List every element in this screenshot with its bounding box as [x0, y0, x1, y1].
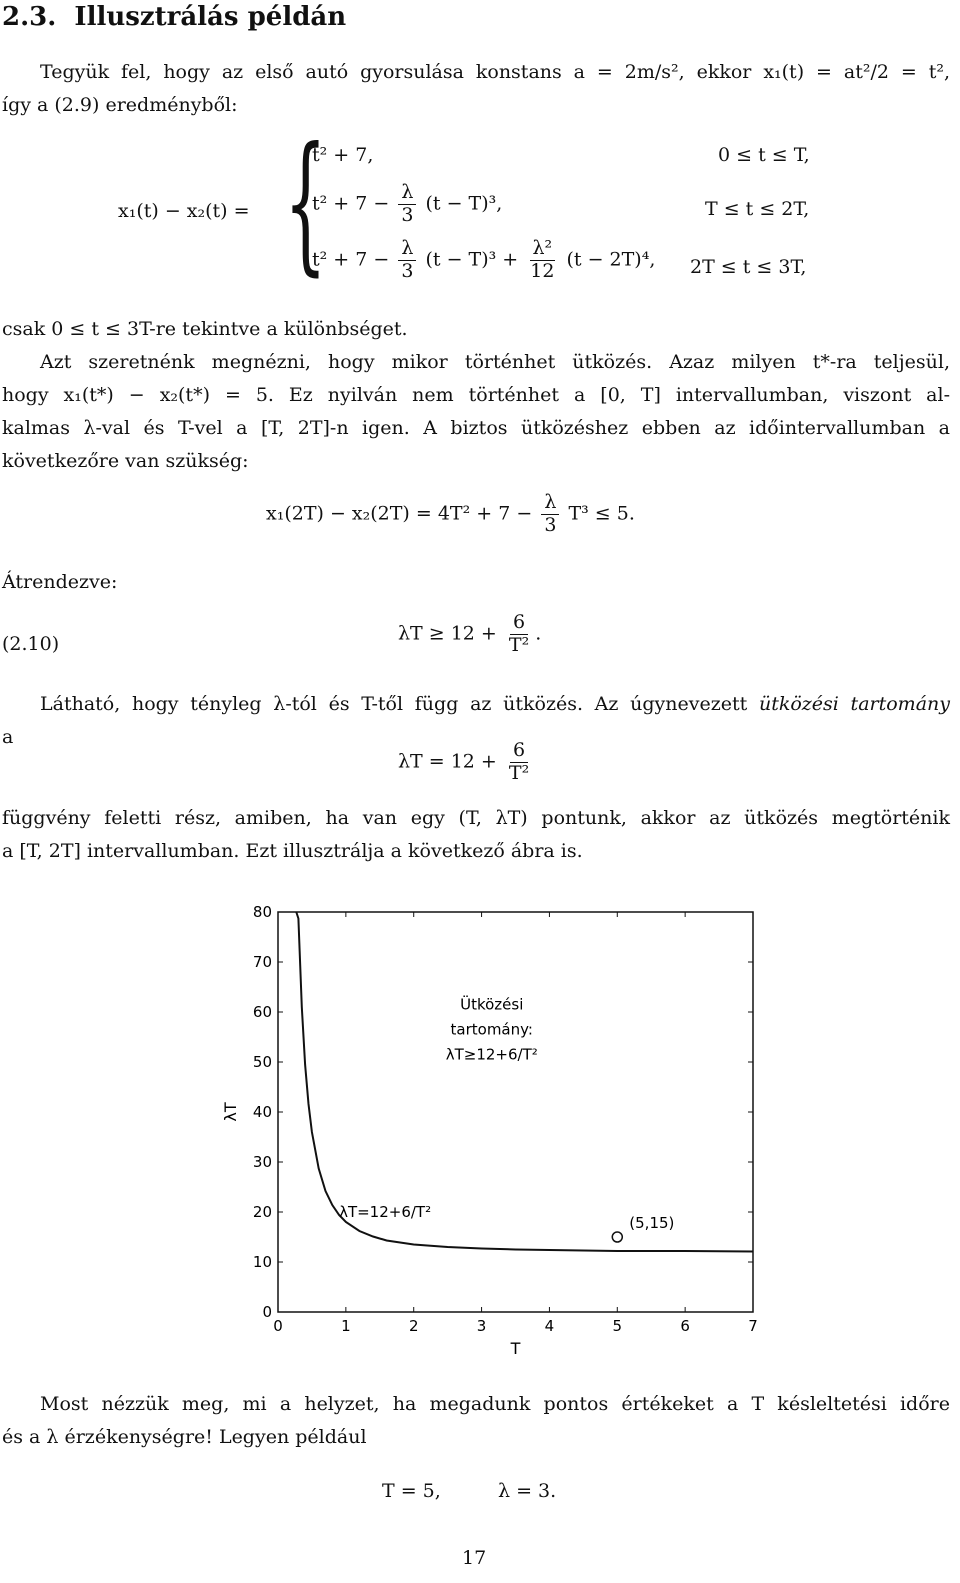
case3-post: (t − 2T)⁴, [566, 248, 656, 271]
x-tick-label: 2 [408, 1317, 419, 1335]
para3-line1: Azt szeretnénk megnézni, hogy mikor történhet ütközés. Azaz milyen t*-ra teljesül, [40, 351, 950, 373]
case3-frac1-num: λ [398, 238, 416, 261]
eq-condition-frac [541, 492, 559, 537]
x-tick-label: 3 [476, 1317, 487, 1335]
para1-line2: így a (2.9) eredményből: [2, 94, 238, 116]
para4-term: ütközési tartomány [758, 693, 950, 715]
y-tick-label: 70 [252, 953, 272, 971]
region-label-line1: Ütközési [460, 995, 524, 1014]
case3-mid: (t − T)³ + [425, 248, 519, 271]
piecewise-brace: { [284, 116, 327, 290]
para5-line1: függvény feletti rész, amiben, ha van egy (T, λT) pontunk, akkor az ütközés megtörténik [2, 807, 950, 829]
para3-line2: hogy x₁(t*) − x₂(t*) = 5. Ez nyilván nem történhet a [0, T] intervallumban, viszont al- [2, 384, 950, 406]
para4-line1-a: Látható, hogy tényleg λ-tól és T-től függ az ütközés. Az úgynevezett [40, 693, 759, 715]
case3-frac1-den: 3 [401, 259, 414, 282]
x-tick-label: 4 [544, 1317, 555, 1335]
curve-label: λT=12+6/T² [339, 1203, 432, 1221]
eq-boundary-frac [506, 740, 532, 785]
section-number: 2.3. [2, 2, 57, 32]
eq-boundary-frac-den: T² [508, 761, 530, 784]
eq-boundary-pre: λT = 12 + [398, 750, 497, 773]
eq-condition-frac-num: λ [541, 492, 559, 515]
section-title [2, 0, 346, 34]
boundary-curve [296, 912, 753, 1252]
y-tick-label: 50 [252, 1053, 272, 1071]
region-label-line2: tartomány: [450, 1020, 533, 1039]
x-tick-label: 0 [273, 1317, 283, 1335]
case3-expr [312, 238, 655, 283]
eq-210-post: . [535, 622, 542, 645]
eq-210-pre: λT ≥ 12 + [398, 622, 497, 645]
x-tick-label: 1 [341, 1317, 351, 1335]
page-number: 17 [462, 1547, 487, 1569]
y-tick-label: 40 [252, 1103, 272, 1121]
eq-210-frac [506, 612, 532, 657]
y-tick-label: 60 [252, 1003, 272, 1021]
case1-cond: 0 ≤ t ≤ T, [718, 144, 810, 166]
para3-line3: kalmas λ-val és T-vel a [T, 2T]-n igen. A biztos ütközéshez ebben az időintervallumban a [2, 417, 950, 439]
case2-frac [398, 182, 416, 227]
y-tick-label: 30 [252, 1153, 272, 1171]
para3-line4: következőre van szükség: [2, 450, 249, 472]
eq-condition [266, 492, 635, 537]
para4-line1 [40, 688, 950, 721]
para6-line1: Most nézzük meg, mi a helyzet, ha megadunk pontos értékeket a T késleltetési időre [40, 1393, 950, 1415]
plot-frame [278, 912, 753, 1312]
case2-expr [312, 182, 502, 227]
eq-210-frac-den: T² [508, 633, 530, 656]
y-tick-label: 20 [252, 1203, 272, 1221]
y-axis-label: λT [221, 1102, 240, 1122]
eq-values-left: T = 5, [382, 1480, 441, 1502]
eq-boundary [398, 740, 535, 785]
case3-frac2-den: 12 [530, 259, 555, 282]
eq-210-frac-num: 6 [510, 612, 528, 635]
para1-line1: Tegyük fel, hogy az első autó gyorsulása konstans a = 2m/s², ekkor x₁(t) = at²/2 = t², [40, 61, 950, 83]
sample-point [612, 1232, 622, 1242]
region-label-line3: λT≥12+6/T² [445, 1045, 538, 1064]
case2-pre: t² + 7 − [312, 192, 390, 215]
case2-frac-num: λ [398, 182, 416, 205]
eq-210 [398, 612, 541, 657]
x-tick-label: 7 [748, 1317, 758, 1335]
para5-line2: a [T, 2T] intervallumban. Ezt illusztrálja a következő ábra is. [2, 840, 583, 862]
x-tick-label: 5 [612, 1317, 623, 1335]
piecewise-lhs: x₁(t) − x₂(t) = [118, 200, 250, 222]
case3-frac1 [398, 238, 416, 283]
case2-post: (t − T)³, [425, 192, 503, 215]
eq-condition-frac-den: 3 [544, 513, 557, 536]
rearrange-label: Átrendezve: [2, 571, 118, 593]
case3-frac2 [527, 238, 557, 283]
eq-boundary-frac-num: 6 [510, 740, 528, 763]
y-tick-label: 80 [252, 903, 272, 921]
y-tick-label: 0 [262, 1303, 272, 1321]
case1-expr: t² + 7, [312, 144, 374, 166]
para6-line2: és a λ érzékenységre! Legyen például [2, 1426, 367, 1448]
section-title-text: Illusztrálás példán [74, 2, 347, 32]
eq-condition-post: T³ ≤ 5. [568, 502, 635, 525]
y-tick-label: 10 [252, 1253, 272, 1271]
sample-point-label: (5,15) [629, 1214, 675, 1232]
para2: csak 0 ≤ t ≤ 3T-re tekintve a különbséget. [2, 318, 408, 340]
case2-cond: T ≤ t ≤ 2T, [705, 198, 810, 220]
collision-region-chart [210, 895, 790, 1370]
x-tick-label: 6 [680, 1317, 690, 1335]
case3-frac2-num: λ² [530, 238, 556, 261]
eq-210-number: (2.10) [2, 633, 60, 655]
x-axis-label: T [510, 1339, 521, 1358]
case2-frac-den: 3 [401, 203, 414, 226]
para4-line2: a [2, 726, 14, 748]
eq-condition-pre: x₁(2T) − x₂(2T) = 4T² + 7 − [266, 502, 533, 525]
case3-pre: t² + 7 − [312, 248, 390, 271]
case3-cond: 2T ≤ t ≤ 3T, [690, 256, 807, 278]
eq-values-right: λ = 3. [498, 1480, 557, 1502]
